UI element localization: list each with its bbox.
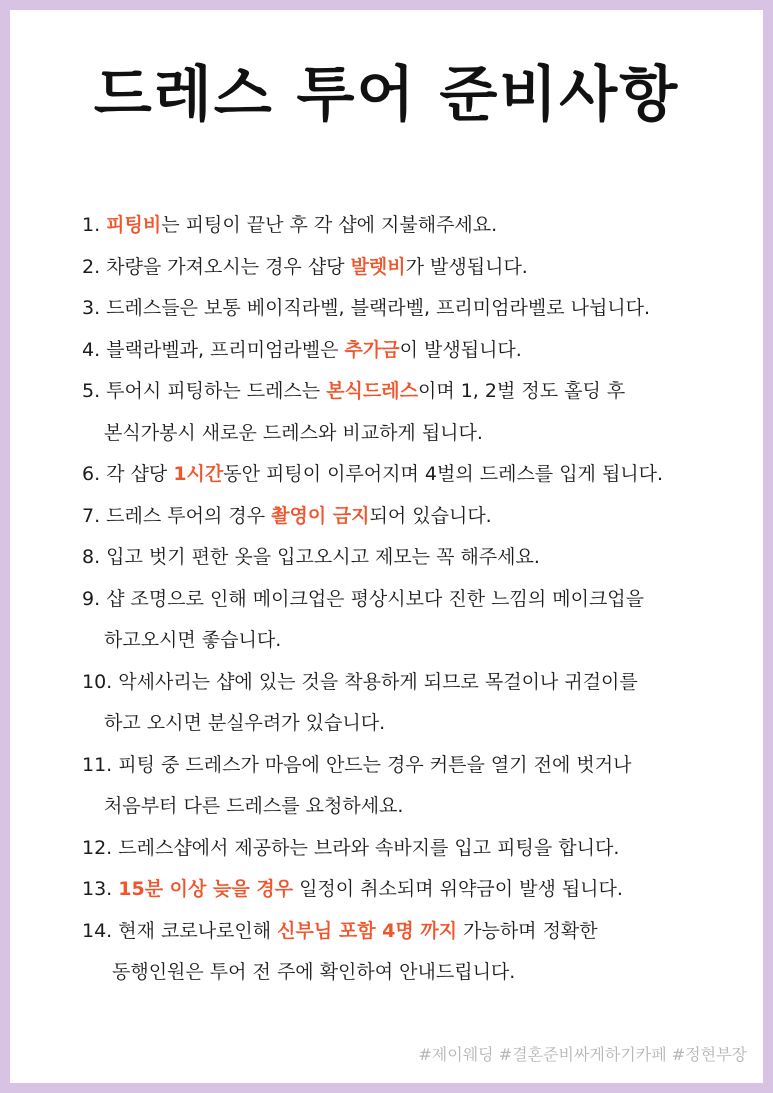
hashtags: #제이웨딩 #결혼준비싸게하기카페 #정현부장	[418, 1045, 747, 1064]
item-text: 5. 투어시 피팅하는 드레스는	[82, 380, 327, 402]
item-text: 1.	[82, 214, 107, 236]
page-title: 드레스 투어 준비사항	[93, 60, 680, 130]
item-text: 하고 오시면 분실우려가 있습니다.	[104, 712, 386, 734]
highlighted-text: 촬영이 금지	[271, 504, 370, 527]
item-text: 14. 현재 코로나로인해	[82, 919, 278, 942]
item-text: 일정이 취소되며 위약금이 발생 됩니다.	[293, 878, 623, 900]
preparation-list	[82, 205, 722, 994]
item-text: 8. 입고 벗기 편한 옷을 입고오시고 제모는 꼭 해주세요.	[82, 546, 540, 568]
list-item	[82, 330, 722, 372]
list-item	[82, 537, 722, 579]
list-item	[82, 579, 722, 621]
item-text: 이 발생됩니다.	[399, 338, 522, 361]
list-item	[82, 911, 722, 953]
item-text: 본식가봉시 새로운 드레스와 비교하게 됩니다.	[104, 421, 483, 444]
item-text: 가 발생됩니다.	[405, 255, 528, 278]
item-text: 되어 있습니다.	[369, 504, 492, 527]
item-text: 6. 각 샵당	[82, 463, 174, 485]
item-text: 2. 차량을 가져오시는 경우 샵당	[82, 255, 351, 278]
list-item-continuation	[82, 703, 722, 745]
list-item	[82, 205, 722, 247]
list-item	[82, 869, 722, 911]
list-item-continuation	[82, 620, 722, 662]
item-text: 하고오시면 좋습니다.	[104, 629, 282, 651]
highlighted-text: 추가금	[344, 338, 400, 361]
item-text: 4. 블랙라벨과, 프리미엄라벨은	[82, 338, 345, 361]
highlighted-text: 15분 이상 늦을 경우	[118, 878, 294, 900]
item-text: 13.	[82, 878, 119, 900]
list-item	[82, 288, 722, 330]
notice-sheet	[10, 10, 763, 1083]
item-text: 동안 피팅이 이루어지며 4벌의 드레스를 입게 됩니다.	[223, 463, 664, 485]
item-text: 11. 피팅 중 드레스가 마음에 안드는 경우 커튼을 열기 전에 벗거나	[82, 753, 632, 776]
item-text: 9. 샵 조명으로 인해 메이크업은 평상시보다 진한 느낌의 메이크업을	[82, 587, 645, 610]
highlighted-text: 본식드레스	[326, 380, 418, 402]
highlighted-text: 피팅비	[106, 214, 162, 236]
list-item	[82, 247, 722, 289]
list-item-continuation	[82, 952, 722, 994]
item-text: 7. 드레스 투어의 경우	[82, 504, 272, 527]
list-item	[82, 662, 722, 704]
highlighted-text: 신부님 포함 4명 까지	[277, 919, 458, 942]
item-text: 처음부터 다른 드레스를 요청하세요.	[104, 795, 404, 817]
list-item	[82, 371, 722, 413]
item-text: 가능하며 정확한	[457, 919, 598, 942]
highlighted-text: 발렛비	[350, 255, 406, 278]
highlighted-text: 1시간	[173, 463, 224, 485]
list-item	[82, 745, 722, 787]
item-text: 3. 드레스들은 보통 베이직라벨, 블랙라벨, 프리미엄라벨로 나뉩니다.	[82, 297, 651, 319]
item-text: 10. 악세사리는 샵에 있는 것을 착용하게 되므로 목걸이나 귀걸이를	[82, 670, 638, 693]
item-text: 이며 1, 2벌 정도 홀딩 후	[417, 380, 626, 402]
list-item	[82, 496, 722, 538]
list-item	[82, 828, 722, 870]
list-item-continuation	[82, 786, 722, 828]
list-item-continuation	[82, 413, 722, 455]
item-text: 12. 드레스샵에서 제공하는 브라와 속바지를 입고 피팅을 합니다.	[82, 836, 620, 859]
item-text: 동행인원은 투어 전 주에 확인하여 안내드립니다.	[112, 961, 516, 983]
list-item	[82, 454, 722, 496]
item-text: 는 피팅이 끝난 후 각 샵에 지불해주세요.	[161, 214, 498, 236]
